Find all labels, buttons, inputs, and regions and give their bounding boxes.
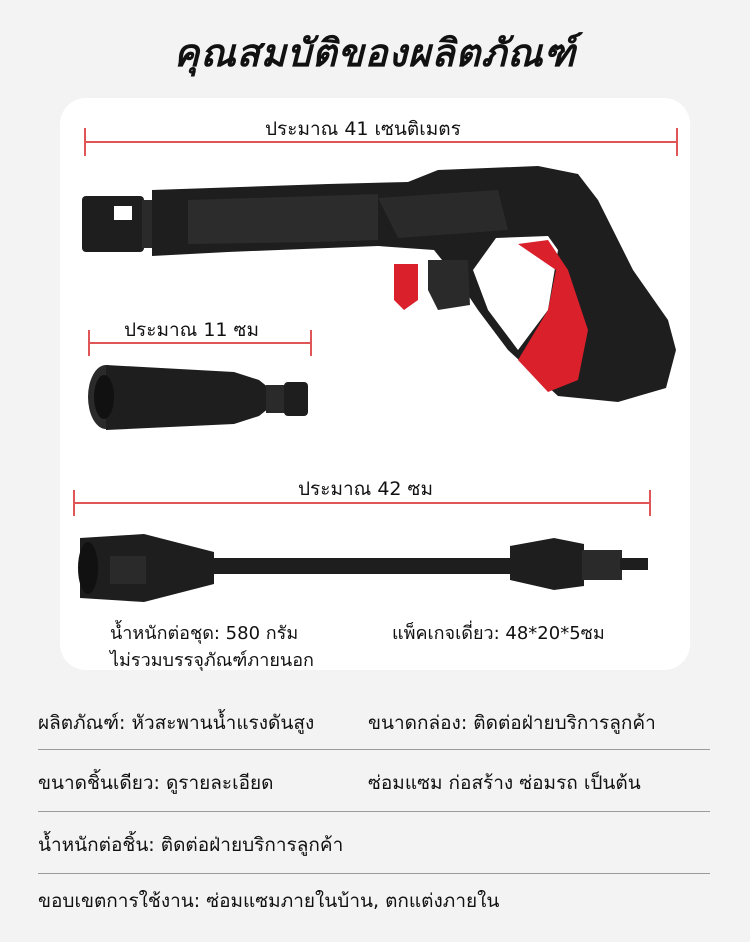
spec-row-4 xyxy=(38,886,710,916)
lance-dimension-tick-right xyxy=(649,490,651,516)
spec-row-2 xyxy=(38,768,710,798)
lance-image xyxy=(74,528,654,608)
gun-dimension-tick-left xyxy=(84,128,86,156)
weight-note-line1: น้ำหนักต่อชุด: 580 กรัม xyxy=(110,623,299,644)
lance-length-label: ประมาณ 42 ซม xyxy=(298,478,433,500)
nozzle-length-label: ประมาณ 11 ซม xyxy=(124,319,259,341)
spec-piece-size: ขนาดชิ้นเดียว: ดูรายละเอียด xyxy=(38,772,274,794)
nozzle-dimension-tick-right xyxy=(310,330,312,356)
spec-scope: ขอบเขตการใช้งาน: ซ่อมแซมภายในบ้าน, ตกแต่งภายใน xyxy=(38,890,500,912)
spec-divider xyxy=(38,873,710,874)
gun-length-label: ประมาณ 41 เซนติเมตร xyxy=(265,118,461,140)
spec-box-size: ขนาดกล่อง: ติดต่อฝ่ายบริการลูกค้า xyxy=(368,712,656,734)
spec-piece-weight: น้ำหนักต่อชิ้น: ติดต่อฝ่ายบริการลูกค้า xyxy=(38,834,344,856)
nozzle-image xyxy=(84,360,314,435)
gun-dimension-line xyxy=(84,141,678,143)
nozzle-dimension-line xyxy=(88,342,312,344)
package-note: แพ็คเกจเดี่ยว: 48*20*5ซม xyxy=(392,623,605,644)
weight-note-line2: ไม่รวมบรรจุภัณฑ์ภายนอก xyxy=(110,650,314,671)
spec-uses: ซ่อมแซม ก่อสร้าง ซ่อมรถ เป็นต้น xyxy=(368,772,641,794)
spec-divider xyxy=(38,749,710,750)
lance-dimension-tick-left xyxy=(73,490,75,516)
lance-dimension-line xyxy=(73,502,651,504)
spec-divider xyxy=(38,811,710,812)
spec-product: ผลิตภัณฑ์: หัวสะพานน้ำแรงดันสูง xyxy=(38,712,315,734)
gun-dimension-tick-right xyxy=(676,128,678,156)
weight-note xyxy=(110,620,314,674)
nozzle-dimension-tick-left xyxy=(88,330,90,356)
spec-row-1 xyxy=(38,708,710,738)
page-title: คุณสมบัติของผลิตภัณฑ์ xyxy=(173,31,577,75)
spec-row-3 xyxy=(38,830,710,860)
